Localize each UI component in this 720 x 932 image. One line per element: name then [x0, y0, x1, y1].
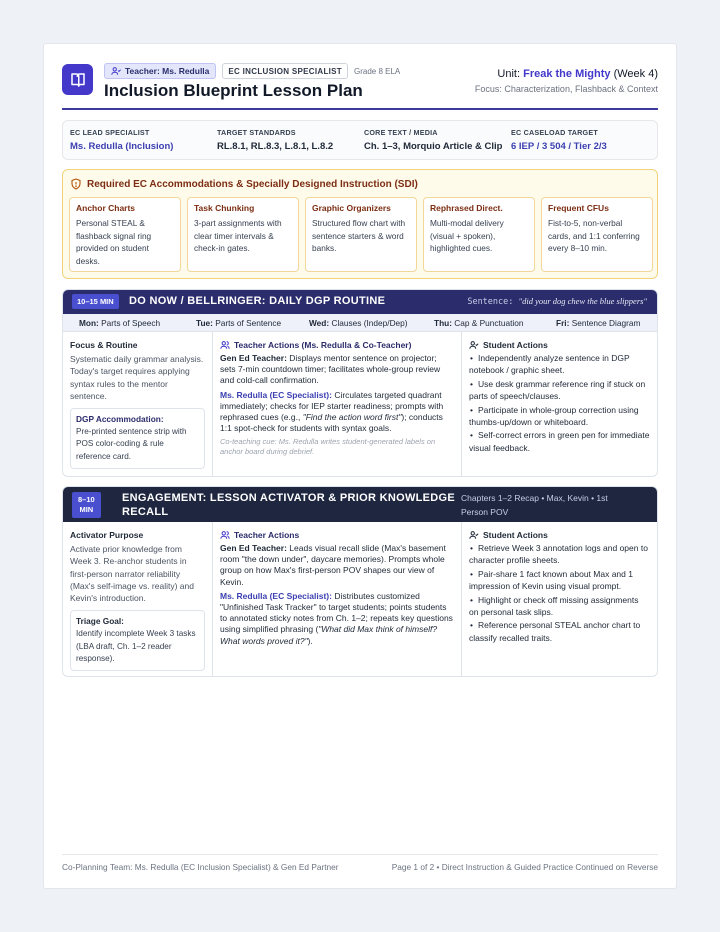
footer-team: Co-Planning Team: Ms. Redulla (EC Inclusion Specialist) & Gen Ed Partner [62, 862, 339, 872]
dgp-accommodation-box [70, 408, 205, 469]
info-value: RL.8.1, RL.8.3, L.8.1, L.8.2 [217, 141, 334, 152]
student-actions-title [469, 530, 650, 540]
teacher-actions-heading: Teacher Actions [234, 530, 300, 540]
teacher-actions-title [220, 340, 454, 350]
unit-label: Unit: [497, 68, 521, 80]
unit-name: Freak the Mighty [523, 68, 611, 80]
info-value: 6 IEP / 3 504 / Tier 2/3 [511, 141, 607, 152]
role-badge: EC INCLUSION SPECIALIST [222, 63, 348, 79]
student-action-item: • Participate in whole-group correction using thumbs-up/down or whiteboard. [469, 404, 650, 429]
page-footer [62, 854, 658, 872]
gen-ed-text: Displays mentor sentence on projector; sets 7-min countdown timer; facilitates whole-group review and cold-call confirmation. [220, 353, 441, 386]
unit-line [497, 68, 658, 80]
accommodation-text: Personal STEAL & flashback signal ring provided on student desks. [76, 218, 152, 266]
focus-heading: Focus & Routine [70, 340, 138, 350]
teacher-actions-heading: Teacher Actions (Ms. Redulla & Co-Teacher) [234, 340, 412, 350]
section-title [122, 491, 455, 519]
student-action-item: • Use desk grammar reference ring if stuck on parts of speech/clauses. [469, 378, 650, 403]
teacher-actions-title [220, 530, 454, 540]
teacher-badge-label: Teacher: Ms. Redulla [125, 66, 210, 76]
gen-ed-actions [220, 353, 454, 387]
accommodation-card [69, 197, 181, 272]
triage-goal-text: Identify incomplete Week 3 tasks (LBA draft, Ch. 1–2 reader response). [76, 629, 196, 664]
section-header [63, 487, 657, 522]
day-item: Wed: Clauses (Indep/Dep) [309, 317, 408, 328]
student-actions-title [469, 340, 650, 350]
section-meta-line2: Person POV [461, 507, 509, 517]
gen-ed-text: Leads visual recall slide (Max's basement room "the down under", daycare memories). Prompts whole group on how Max's first-person POV shapes our view of Kevin. [220, 543, 446, 587]
accommodations-panel [62, 169, 658, 279]
teacher-actions-column [213, 332, 462, 476]
section-meta [461, 491, 608, 519]
accommodation-card [541, 197, 653, 272]
triage-goal-box [70, 610, 205, 671]
info-label: EC LEAD SPECIALIST [70, 128, 150, 137]
student-action-item: • Retrieve Week 3 annotation logs and open to character profile sheets. [469, 542, 650, 567]
ec-label: Ms. Redulla (EC Specialist): [220, 389, 332, 400]
accommodation-heading: Anchor Charts [76, 203, 136, 213]
student-action-item: • Pair-share 1 fact known about Max and 1 impression of Kevin using visual prompt. [469, 568, 650, 593]
info-label: CORE TEXT / MEDIA [364, 128, 438, 137]
user-icon [111, 66, 121, 76]
info-standards [217, 128, 333, 152]
dgp-accommodation-heading: DGP Accommodation: [76, 414, 164, 425]
accommodation-text: 3-part assignments with clear timer intervals & check-in gates. [194, 218, 282, 253]
section-meta-line1: Chapters 1–2 Recap • Max, Kevin • 1st [461, 493, 608, 503]
lesson-plan-page [43, 43, 677, 889]
footer-page-info: Page 1 of 2 • Direct Instruction & Guided Practice Continued on Reverse [391, 862, 658, 872]
shield-alert-icon [70, 178, 82, 190]
accommodation-heading: Graphic Organizers [312, 203, 391, 213]
accommodation-text: Multi-modal delivery (visual + spoken), highlighted cues. [430, 218, 504, 253]
accommodation-heading: Rephrased Direct. [430, 203, 503, 213]
page-header [62, 62, 658, 110]
accommodation-text: Fist-to-5, non-verbal cards, and 1:1 conferring every 8–10 min. [548, 218, 640, 253]
focus-column [63, 332, 213, 476]
student-action-item: • Independently analyze sentence in DGP notebook / graphic sheet. [469, 352, 650, 377]
ec-text-end: ); conducts 1:1 spot-check for students with syntax goals. [220, 412, 443, 434]
section-engagement [62, 486, 658, 677]
section-columns [63, 522, 657, 677]
minutes-badge [72, 492, 101, 518]
accommodation-heading: Task Chunking [194, 203, 255, 213]
ec-label: Ms. Redulla (EC Specialist): [220, 590, 332, 601]
accommodations-title [70, 178, 418, 190]
unit-week: (Week 4) [613, 68, 658, 80]
minutes-unit: MIN [79, 505, 94, 514]
sentence-label: Sentence: [467, 297, 514, 307]
section-header [63, 290, 657, 314]
user-check-icon [469, 340, 479, 350]
dgp-day-strip [63, 314, 657, 332]
gen-ed-actions [220, 543, 454, 588]
teacher-badge [104, 63, 216, 79]
section-title-line2: RECALL [122, 506, 169, 518]
student-actions-heading: Student Actions [483, 530, 548, 540]
accommodations-heading: Required EC Accommodations & Specially Designed Instruction (SDI) [87, 178, 418, 190]
ec-quote: "What did Max think of himself? What words proved it?" [220, 624, 438, 646]
minutes-badge: 10–15 MIN [72, 294, 119, 309]
ec-actions [220, 591, 454, 647]
day-item: Mon: Parts of Speech [79, 317, 161, 328]
teacher-actions-column [213, 522, 462, 677]
info-caseload [511, 128, 607, 152]
section-title: DO NOW / BELLRINGER: DAILY DGP ROUTINE [129, 295, 386, 307]
dgp-accommodation-text: Pre-printed sentence strip with POS color-coding & rule reference card. [76, 427, 187, 461]
purpose-text: Activate prior knowledge from Week 3. Re-anchor students in first-person narrator reliability (Max's self-image vs. reality) and Kevin's introduction. [70, 544, 194, 604]
accommodation-card [423, 197, 535, 272]
accommodation-heading: Frequent CFUs [548, 203, 609, 213]
student-action-item: • Reference personal STEAL anchor chart to classify recalled traits. [469, 619, 650, 644]
grade-label: Grade 8 ELA [353, 66, 401, 76]
student-actions-column [462, 332, 657, 476]
info-label: TARGET STANDARDS [217, 128, 296, 137]
focus-text: Systematic daily grammar analysis. Today's target requires applying syntax rules to the mentor sentence. [70, 354, 204, 401]
info-bar [62, 120, 658, 160]
info-label: EC CASELOAD TARGET [511, 128, 598, 137]
unit-focus: Focus: Characterization, Flashback & Context [474, 84, 658, 94]
student-actions-heading: Student Actions [483, 340, 548, 350]
info-value: Ch. 1–3, Morquio Article & Clip [364, 141, 503, 152]
users-icon [220, 340, 230, 350]
ec-quote: "Find the action word first" [302, 412, 402, 423]
co-teaching-cue: Co-teaching cue: Ms. Redulla writes student-generated labels on anchor board during debrief. [220, 437, 436, 457]
accommodation-card [187, 197, 299, 272]
section-columns [63, 332, 657, 476]
mentor-sentence [467, 296, 647, 307]
day-item: Tue: Parts of Sentence [196, 317, 282, 328]
ec-actions [220, 390, 454, 435]
book-icon [62, 64, 93, 95]
gen-ed-label: Gen Ed Teacher: [220, 543, 287, 553]
student-action-item: • Highlight or check off missing assignments on personal task slips. [469, 594, 650, 619]
info-ec-lead [70, 128, 173, 152]
minutes-value: 8–10 [78, 495, 95, 504]
ec-text: Circulates targeted quadrant immediately; checks for IEP starter readiness; prompts with rephrased cues (e.g., [220, 389, 444, 423]
section-title-line1: ENGAGEMENT: LESSON ACTIVATOR & PRIOR KNOWLEDGE [122, 492, 456, 504]
accommodation-card [305, 197, 417, 272]
day-item: Fri: Sentence Diagram [556, 317, 641, 328]
info-value: Ms. Redulla (Inclusion) [70, 141, 174, 152]
ec-text: Distributes customized "Unfinished Task Tracker" to target students; points students to annotated sticky notes from Ch. 1–2; repeats key questions using simplified phrasing ( [220, 590, 453, 635]
accommodation-text: Structured flow chart with sentence starters & word banks. [312, 218, 406, 253]
gen-ed-label: Gen Ed Teacher: [220, 353, 287, 363]
page-title: Inclusion Blueprint Lesson Plan [104, 81, 363, 100]
info-core-text [364, 128, 502, 152]
user-check-icon [469, 530, 479, 540]
day-item: Thu: Cap & Punctuation [434, 317, 524, 328]
triage-goal-heading: Triage Goal: [76, 616, 124, 627]
purpose-heading: Activator Purpose [70, 530, 144, 540]
student-action-item: • Self-correct errors in green pen for immediate visual feedback. [469, 429, 650, 454]
section-do-now [62, 289, 658, 477]
purpose-column [63, 522, 213, 677]
users-icon [220, 530, 230, 540]
student-actions-column [462, 522, 657, 677]
ec-text-end: ). [307, 635, 313, 646]
sentence-text: "did your dog chew the blue slippers" [518, 296, 647, 306]
